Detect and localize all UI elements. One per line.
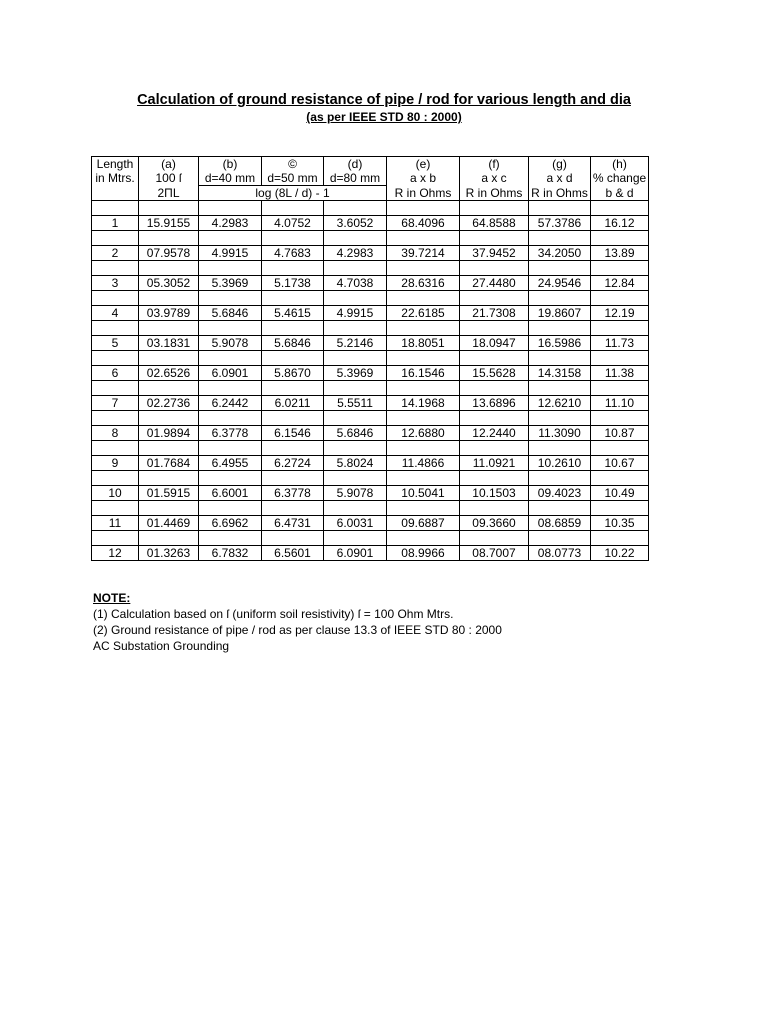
table-cell: 8 — [92, 426, 139, 441]
table-cell: 4.7683 — [262, 246, 324, 261]
spacer-row — [92, 441, 649, 456]
spacer-cell — [199, 231, 262, 246]
spacer-cell — [460, 231, 529, 246]
table-cell: 14.3158 — [529, 366, 591, 381]
table-cell: 4.9915 — [199, 246, 262, 261]
spacer-cell — [324, 321, 387, 336]
table-row — [92, 486, 649, 501]
column-header: % change — [591, 171, 649, 186]
table-row — [92, 456, 649, 471]
header-row — [92, 157, 649, 172]
table-cell: 13.89 — [591, 246, 649, 261]
table-cell: 14.1968 — [387, 396, 460, 411]
table-cell: 9 — [92, 456, 139, 471]
spacer-cell — [92, 441, 139, 456]
spacer-cell — [387, 381, 460, 396]
table-cell: 5.6846 — [262, 336, 324, 351]
spacer-cell — [262, 501, 324, 516]
table-row — [92, 336, 649, 351]
spacer-cell — [262, 201, 324, 216]
table-cell: 5.9078 — [199, 336, 262, 351]
note-line-3: AC Substation Grounding — [93, 639, 230, 653]
table-cell: 3 — [92, 276, 139, 291]
spacer-row — [92, 231, 649, 246]
table-cell: 5 — [92, 336, 139, 351]
spacer-cell — [139, 351, 199, 366]
spacer-cell — [591, 261, 649, 276]
table-row — [92, 366, 649, 381]
table-cell: 39.7214 — [387, 246, 460, 261]
table-cell: 6.4731 — [262, 516, 324, 531]
table-cell: 24.9546 — [529, 276, 591, 291]
table-cell: 34.2050 — [529, 246, 591, 261]
spacer-cell — [387, 201, 460, 216]
column-header: (h) — [591, 157, 649, 172]
spacer-cell — [92, 531, 139, 546]
column-header: d=50 mm — [262, 171, 324, 186]
table-cell: 6.1546 — [262, 426, 324, 441]
table-cell: 5.8024 — [324, 456, 387, 471]
spacer-cell — [591, 351, 649, 366]
spacer-cell — [387, 351, 460, 366]
spacer-cell — [460, 531, 529, 546]
column-header: 100 ſ — [139, 171, 199, 186]
spacer-cell — [199, 501, 262, 516]
spacer-cell — [387, 411, 460, 426]
column-header: a x c — [460, 171, 529, 186]
table-cell: 5.3969 — [199, 276, 262, 291]
spacer-cell — [460, 351, 529, 366]
table-cell: 09.6887 — [387, 516, 460, 531]
column-header: (b) — [199, 157, 262, 172]
spacer-cell — [139, 261, 199, 276]
table-cell: 5.6846 — [199, 306, 262, 321]
spacer-cell — [262, 261, 324, 276]
spacer-cell — [387, 471, 460, 486]
note-line-1: (1) Calculation based on ſ (uniform soil resistivity) ſ = 100 Ohm Mtrs. — [93, 607, 454, 621]
table-cell: 57.3786 — [529, 216, 591, 231]
table-cell: 68.4096 — [387, 216, 460, 231]
table-cell: 4.9915 — [324, 306, 387, 321]
spacer-cell — [460, 201, 529, 216]
table-cell: 16.1546 — [387, 366, 460, 381]
table-cell: 15.9155 — [139, 216, 199, 231]
table-row — [92, 426, 649, 441]
table-cell: 01.7684 — [139, 456, 199, 471]
spacer-cell — [591, 531, 649, 546]
spacer-cell — [591, 231, 649, 246]
spacer-row — [92, 501, 649, 516]
table-cell: 5.9078 — [324, 486, 387, 501]
spacer-cell — [199, 531, 262, 546]
spacer-cell — [139, 501, 199, 516]
table-cell: 01.4469 — [139, 516, 199, 531]
spacer-cell — [324, 411, 387, 426]
notes-heading: NOTE: — [93, 591, 131, 605]
spacer-cell — [324, 351, 387, 366]
document-title: Calculation of ground resistance of pipe / rod for various length and dia — [137, 92, 631, 108]
table-cell: 10.22 — [591, 546, 649, 561]
table-cell: 6.6001 — [199, 486, 262, 501]
spacer-cell — [529, 411, 591, 426]
spacer-cell — [529, 201, 591, 216]
table-cell: 5.5511 — [324, 396, 387, 411]
table-cell: 11.3090 — [529, 426, 591, 441]
spacer-cell — [139, 321, 199, 336]
spacer-cell — [139, 231, 199, 246]
spacer-cell — [92, 291, 139, 306]
column-header: (d) — [324, 157, 387, 172]
spacer-cell — [324, 291, 387, 306]
spacer-cell — [199, 381, 262, 396]
note-line-2: (2) Ground resistance of pipe / rod as per clause 13.3 of IEEE STD 80 : 2000 — [93, 623, 502, 637]
spacer-cell — [199, 291, 262, 306]
table-cell: 02.2736 — [139, 396, 199, 411]
spacer-cell — [199, 201, 262, 216]
table-cell: 1 — [92, 216, 139, 231]
spacer-cell — [460, 471, 529, 486]
spacer-row — [92, 351, 649, 366]
spacer-cell — [262, 321, 324, 336]
column-header: a x b — [387, 171, 460, 186]
column-header: d=40 mm — [199, 171, 262, 186]
spacer-cell — [262, 471, 324, 486]
spacer-cell — [529, 261, 591, 276]
table-cell: 12.84 — [591, 276, 649, 291]
spacer-row — [92, 261, 649, 276]
spacer-cell — [199, 411, 262, 426]
table-cell: 6 — [92, 366, 139, 381]
table-cell: 10.2610 — [529, 456, 591, 471]
column-header: in Mtrs. — [92, 171, 139, 186]
table-cell: 03.1831 — [139, 336, 199, 351]
column-header: (e) — [387, 157, 460, 172]
table-cell: 09.4023 — [529, 486, 591, 501]
table-cell: 5.8670 — [262, 366, 324, 381]
spacer-cell — [139, 441, 199, 456]
spacer-cell — [387, 231, 460, 246]
spacer-cell — [324, 531, 387, 546]
spacer-cell — [92, 201, 139, 216]
table-row — [92, 396, 649, 411]
table-cell: 4.2983 — [324, 246, 387, 261]
spacer-cell — [460, 411, 529, 426]
spacer-cell — [324, 201, 387, 216]
table-cell: 01.5915 — [139, 486, 199, 501]
table-cell: 22.6185 — [387, 306, 460, 321]
spacer-cell — [529, 291, 591, 306]
spacer-cell — [92, 501, 139, 516]
table-row — [92, 276, 649, 291]
spacer-cell — [324, 231, 387, 246]
spacer-cell — [460, 441, 529, 456]
spacer-cell — [591, 471, 649, 486]
table-cell: 16.5986 — [529, 336, 591, 351]
table-cell: 10.67 — [591, 456, 649, 471]
spacer-cell — [529, 531, 591, 546]
spacer-cell — [387, 501, 460, 516]
table-row — [92, 546, 649, 561]
table-cell: 6.6962 — [199, 516, 262, 531]
column-header: R in Ohms — [387, 186, 460, 201]
spacer-cell — [262, 351, 324, 366]
spacer-cell — [324, 441, 387, 456]
table-cell: 7 — [92, 396, 139, 411]
table-cell: 37.9452 — [460, 246, 529, 261]
spacer-cell — [529, 321, 591, 336]
spacer-cell — [262, 531, 324, 546]
spacer-cell — [591, 441, 649, 456]
spacer-cell — [387, 291, 460, 306]
spacer-cell — [324, 261, 387, 276]
table-cell: 5.4615 — [262, 306, 324, 321]
table-cell: 19.8607 — [529, 306, 591, 321]
table-cell: 2 — [92, 246, 139, 261]
header-row — [92, 171, 649, 186]
spacer-cell — [529, 381, 591, 396]
column-header: © — [262, 157, 324, 172]
table-cell: 11.73 — [591, 336, 649, 351]
table-cell: 08.6859 — [529, 516, 591, 531]
table-cell: 11.38 — [591, 366, 649, 381]
table-cell: 11.10 — [591, 396, 649, 411]
table-row — [92, 246, 649, 261]
column-header: b & d — [591, 186, 649, 201]
spacer-cell — [92, 321, 139, 336]
spacer-cell — [92, 231, 139, 246]
spacer-cell — [199, 441, 262, 456]
spacer-cell — [591, 411, 649, 426]
column-header: d=80 mm — [324, 171, 387, 186]
spacer-row — [92, 411, 649, 426]
table-cell: 6.4955 — [199, 456, 262, 471]
column-header: R in Ohms — [460, 186, 529, 201]
table-cell: 6.7832 — [199, 546, 262, 561]
spacer-cell — [460, 501, 529, 516]
table-cell: 6.2724 — [262, 456, 324, 471]
table-cell: 28.6316 — [387, 276, 460, 291]
spacer-cell — [529, 501, 591, 516]
spacer-cell — [324, 381, 387, 396]
column-header: a x d — [529, 171, 591, 186]
spacer-cell — [262, 231, 324, 246]
spacer-cell — [460, 321, 529, 336]
table-cell: 4 — [92, 306, 139, 321]
spacer-cell — [139, 201, 199, 216]
spacer-cell — [92, 381, 139, 396]
table-cell: 64.8588 — [460, 216, 529, 231]
table-cell: 13.6896 — [460, 396, 529, 411]
spacer-cell — [387, 321, 460, 336]
table-cell: 12.19 — [591, 306, 649, 321]
column-header: R in Ohms — [529, 186, 591, 201]
spacer-cell — [591, 201, 649, 216]
table-cell: 07.9578 — [139, 246, 199, 261]
spacer-cell — [92, 411, 139, 426]
spacer-cell — [139, 531, 199, 546]
spacer-cell — [92, 471, 139, 486]
spacer-cell — [139, 291, 199, 306]
spacer-cell — [591, 291, 649, 306]
table-cell: 12.6210 — [529, 396, 591, 411]
table-cell: 10.1503 — [460, 486, 529, 501]
column-header — [92, 186, 139, 201]
table-cell: 5.1738 — [262, 276, 324, 291]
document-subtitle: (as per IEEE STD 80 : 2000) — [306, 110, 462, 124]
table-cell: 08.0773 — [529, 546, 591, 561]
table-cell: 6.0031 — [324, 516, 387, 531]
spacer-cell — [199, 321, 262, 336]
table-cell: 5.3969 — [324, 366, 387, 381]
spacer-cell — [199, 261, 262, 276]
column-header: (g) — [529, 157, 591, 172]
spacer-cell — [460, 291, 529, 306]
spacer-cell — [139, 381, 199, 396]
table-cell: 10.5041 — [387, 486, 460, 501]
spacer-cell — [591, 321, 649, 336]
table-cell: 10.49 — [591, 486, 649, 501]
table-cell: 6.0901 — [324, 546, 387, 561]
notes-section — [93, 590, 502, 654]
spacer-cell — [92, 351, 139, 366]
table-cell: 6.5601 — [262, 546, 324, 561]
table-cell: 08.7007 — [460, 546, 529, 561]
table-cell: 01.9894 — [139, 426, 199, 441]
table-cell: 4.0752 — [262, 216, 324, 231]
table-cell: 09.3660 — [460, 516, 529, 531]
header-row — [92, 186, 649, 201]
spacer-cell — [529, 471, 591, 486]
spacer-cell — [529, 231, 591, 246]
column-header: (f) — [460, 157, 529, 172]
spacer-cell — [460, 381, 529, 396]
table-cell: 27.4480 — [460, 276, 529, 291]
table-cell: 6.2442 — [199, 396, 262, 411]
spacer-row — [92, 321, 649, 336]
table-cell: 21.7308 — [460, 306, 529, 321]
resistance-table — [91, 156, 649, 561]
spacer-cell — [199, 471, 262, 486]
table-cell: 6.3778 — [262, 486, 324, 501]
table-cell: 11.4866 — [387, 456, 460, 471]
spacer-cell — [262, 291, 324, 306]
table-cell: 03.9789 — [139, 306, 199, 321]
table-cell: 10 — [92, 486, 139, 501]
spacer-cell — [324, 471, 387, 486]
table-cell: 12.6880 — [387, 426, 460, 441]
table-cell: 10.35 — [591, 516, 649, 531]
table-row — [92, 216, 649, 231]
spacer-cell — [387, 441, 460, 456]
table-row — [92, 306, 649, 321]
table-cell: 05.3052 — [139, 276, 199, 291]
table-cell: 6.0901 — [199, 366, 262, 381]
table-cell: 6.3778 — [199, 426, 262, 441]
spacer-row — [92, 381, 649, 396]
spacer-cell — [262, 411, 324, 426]
spacer-row — [92, 471, 649, 486]
spacer-cell — [139, 471, 199, 486]
column-header: Length — [92, 157, 139, 172]
spacer-cell — [262, 441, 324, 456]
spacer-row — [92, 531, 649, 546]
table-cell: 11 — [92, 516, 139, 531]
table-cell: 18.0947 — [460, 336, 529, 351]
spacer-cell — [324, 501, 387, 516]
spacer-cell — [387, 531, 460, 546]
spacer-cell — [139, 411, 199, 426]
table-cell: 4.2983 — [199, 216, 262, 231]
table-row — [92, 516, 649, 531]
table-cell: 08.9966 — [387, 546, 460, 561]
spacer-cell — [387, 261, 460, 276]
table-cell: 10.87 — [591, 426, 649, 441]
table-cell: 5.2146 — [324, 336, 387, 351]
spacer-cell — [529, 351, 591, 366]
spacer-cell — [591, 501, 649, 516]
table-cell: 18.8051 — [387, 336, 460, 351]
column-header: log (8L / d) - 1 — [199, 186, 387, 201]
spacer-cell — [591, 381, 649, 396]
spacer-cell — [529, 441, 591, 456]
table-cell: 02.6526 — [139, 366, 199, 381]
spacer-cell — [199, 351, 262, 366]
spacer-row — [92, 291, 649, 306]
table-cell: 4.7038 — [324, 276, 387, 291]
table-body — [92, 157, 649, 561]
spacer-cell — [460, 261, 529, 276]
table-cell: 11.0921 — [460, 456, 529, 471]
table-cell: 12.2440 — [460, 426, 529, 441]
table-cell: 01.3263 — [139, 546, 199, 561]
table-cell: 15.5628 — [460, 366, 529, 381]
table-cell: 5.6846 — [324, 426, 387, 441]
spacer-cell — [92, 261, 139, 276]
table-cell: 3.6052 — [324, 216, 387, 231]
table-cell: 12 — [92, 546, 139, 561]
column-header: (a) — [139, 157, 199, 172]
table-cell: 6.0211 — [262, 396, 324, 411]
spacer-cell — [262, 381, 324, 396]
column-header: 2ΠL — [139, 186, 199, 201]
spacer-row — [92, 201, 649, 216]
table-cell: 16.12 — [591, 216, 649, 231]
